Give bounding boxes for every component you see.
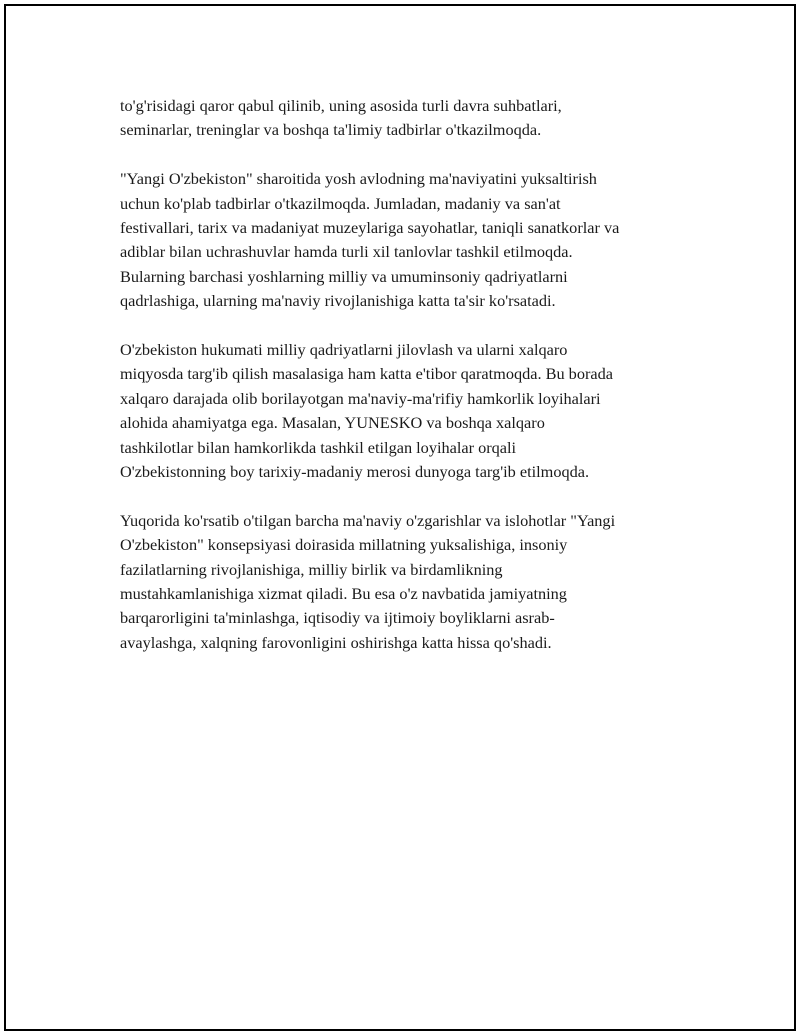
text-line: fazilatlarning rivojlanishiga, milliy birlik va birdamlikning xyxy=(120,559,503,579)
paragraph-3 xyxy=(120,338,700,484)
paragraph-4 xyxy=(120,509,700,655)
text-line: seminarlar, treninglar va boshqa ta'limiy tadbirlar o'tkazilmoqda. xyxy=(120,120,542,140)
text-line: avaylashga, xalqning farovonligini oshirishga katta hissa qo'shadi. xyxy=(120,632,552,652)
text-line: "Yangi O'zbekiston" sharoitida yosh avlodning ma'naviyatini yuksaltirish xyxy=(120,169,597,189)
document-body xyxy=(120,94,700,680)
document-page xyxy=(4,4,796,1031)
text-line: O'zbekiston" konsepsiyasi doirasida millatning yuksalishiga, insoniy xyxy=(120,535,568,555)
text-line: tashkilotlar bilan hamkorlikda tashkil etilgan loyihalar orqali xyxy=(120,437,517,457)
text-line: O'zbekiston hukumati milliy qadriyatlarni jilovlash va ularni xalqaro xyxy=(120,340,568,360)
text-line: mustahkamlanishiga xizmat qiladi. Bu esa o'z navbatida jamiyatning xyxy=(120,584,567,604)
paragraph-2 xyxy=(120,167,700,313)
text-line: alohida ahamiyatga ega. Masalan, YUNESKO va boshqa xalqaro xyxy=(120,413,545,433)
text-line: Yuqorida ko'rsatib o'tilgan barcha ma'naviy o'zgarishlar va islohotlar "Yangi xyxy=(120,510,616,530)
text-line: qadrlashiga, ularning ma'naviy rivojlanishiga katta ta'sir ko'rsatadi. xyxy=(120,291,556,311)
paragraph-1 xyxy=(120,94,700,143)
text-line: xalqaro darajada olib borilayotgan ma'naviy-ma'rifiy hamkorlik loyihalari xyxy=(120,388,601,408)
text-line: miqyosda targ'ib qilish masalasiga ham katta e'tibor qaratmoqda. Bu borada xyxy=(120,364,613,384)
text-line: Bularning barchasi yoshlarning milliy va umuminsoniy qadriyatlarni xyxy=(120,266,568,286)
text-line: barqarorligini ta'minlashga, iqtisodiy va ijtimoiy boyliklarni asrab- xyxy=(120,608,555,628)
text-line: adiblar bilan uchrashuvlar hamda turli xil tanlovlar tashkil etilmoqda. xyxy=(120,242,573,262)
text-line: festivallari, tarix va madaniyat muzeylariga sayohatlar, taniqli sanatkorlar va xyxy=(120,218,620,238)
text-line: uchun ko'plab tadbirlar o'tkazilmoqda. Jumladan, madaniy va san'at xyxy=(120,193,561,213)
text-line: O'zbekistonning boy tarixiy-madaniy merosi dunyoga targ'ib etilmoqda. xyxy=(120,462,590,482)
text-line: to'g'risidagi qaror qabul qilinib, uning asosida turli davra suhbatlari, xyxy=(120,96,562,115)
